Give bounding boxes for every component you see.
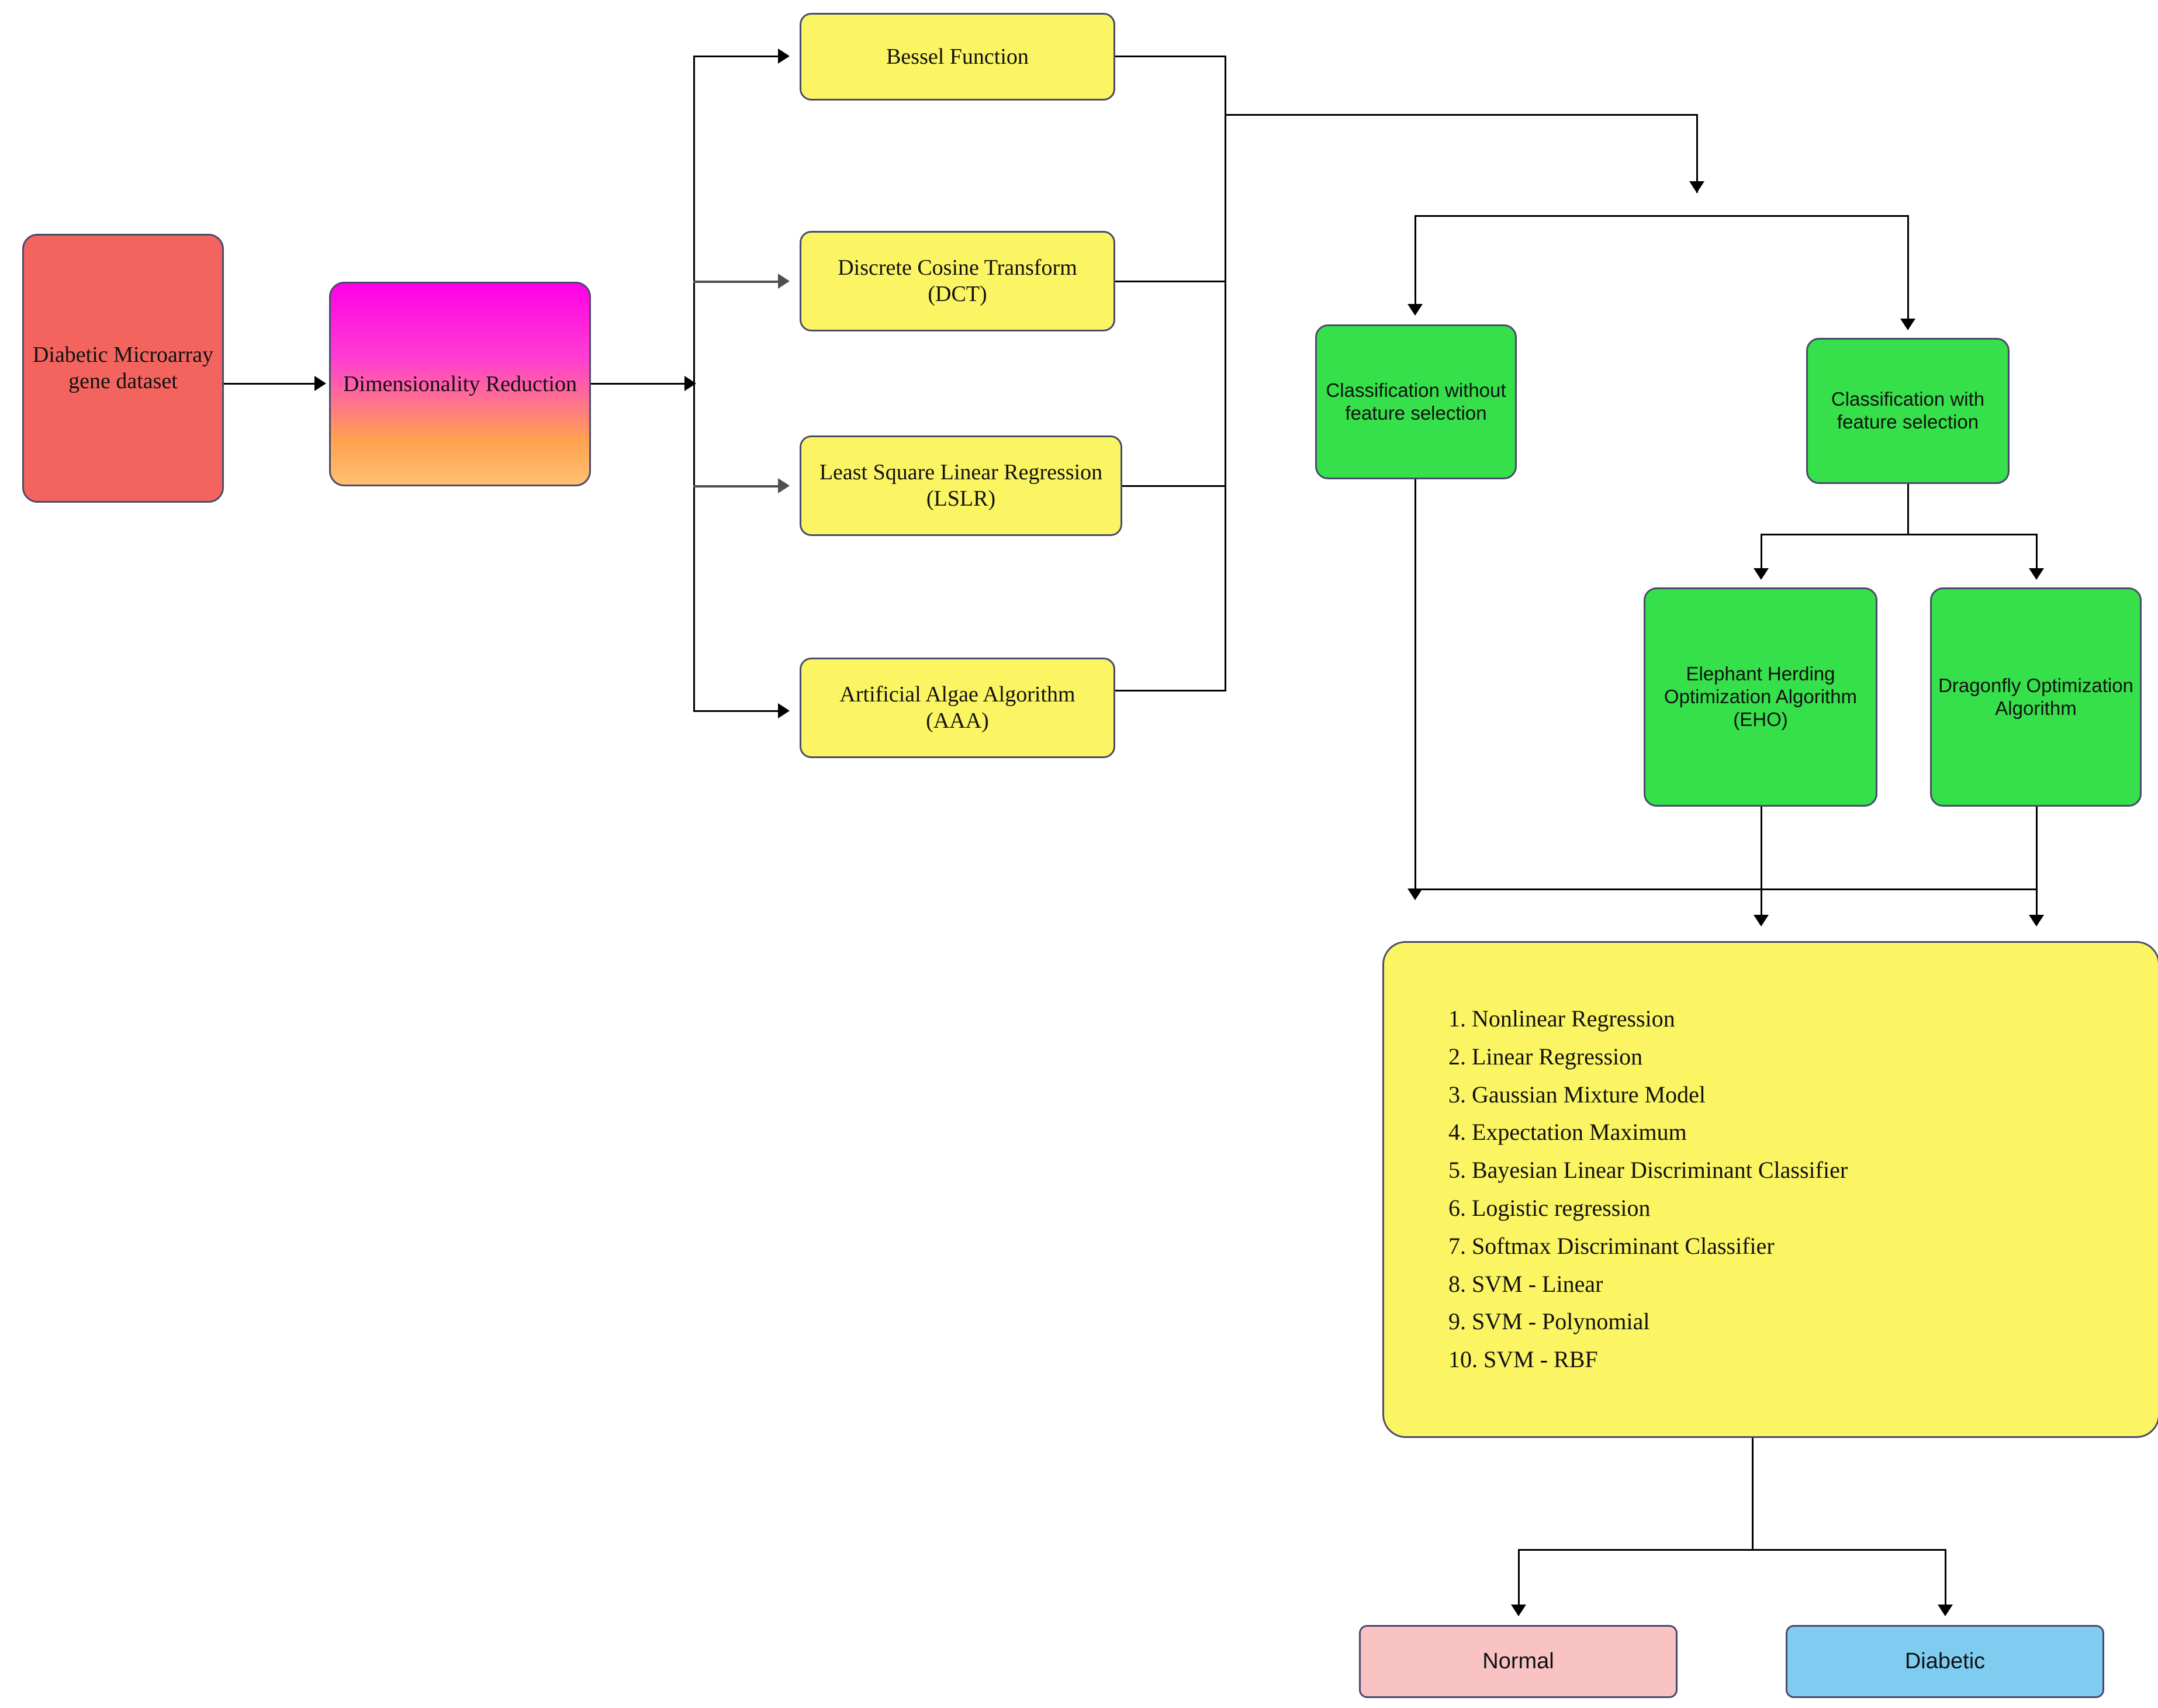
connector-lslr-right [1122, 485, 1226, 487]
node-result-diabetic-label: Diabetic [1904, 1649, 1986, 1674]
arrowhead-without-fs-to-list [1407, 888, 1423, 900]
connector-classification-split-bar [1415, 215, 1908, 217]
list-item: 9. SVM - Polynomial [1448, 1308, 1650, 1335]
connector-bus-to-aaa [693, 710, 778, 712]
node-source-dataset [22, 234, 224, 503]
node-least-square-linear-regression [800, 435, 1122, 536]
list-item: 2. Linear Regression [1448, 1043, 1643, 1070]
connector-bus-to-lslr [693, 485, 778, 487]
arrowhead-split-right [1900, 319, 1915, 330]
node-result-normal [1359, 1625, 1678, 1698]
node-discrete-cosine-transform [800, 231, 1115, 331]
node-result-diabetic [1786, 1625, 2104, 1698]
connector-source-to-dimred [224, 383, 314, 385]
connector-with-fs-drop [1907, 484, 1909, 534]
node-least-square-linear-regression-label: Least Square Linear Regression (LSLR) [819, 460, 1103, 511]
list-item: 10. SVM - RBF [1448, 1346, 1598, 1373]
arrowhead-bus-to-bessel [778, 49, 790, 64]
connector-without-fs-join [1415, 888, 2036, 890]
connector-eho-down [1761, 807, 1762, 921]
arrowhead-split-drop [1689, 181, 1704, 193]
connector-collector-to-split [1225, 114, 1698, 116]
connector-collector-bus [1225, 56, 1226, 692]
connector-dragonfly-down [2036, 807, 2038, 921]
list-item: 3. Gaussian Mixture Model [1448, 1081, 1706, 1108]
arrowhead-source-to-dimred [314, 376, 326, 391]
node-elephant-herding-optimization-label: Elephant Herding Optimization Algorithm (EHO) [1664, 663, 1858, 730]
arrowhead-to-normal [1511, 1605, 1526, 1616]
connector-split-left [1415, 215, 1416, 312]
node-dragonfly-optimization-label: Dragonfly Optimization Algorithm [1938, 674, 2133, 719]
arrowhead-bus-to-lslr [778, 478, 790, 493]
arrowhead-dragonfly-to-list [2029, 915, 2044, 926]
node-discrete-cosine-transform-label: Discrete Cosine Transform (DCT) [838, 255, 1077, 306]
node-artificial-algae-algorithm [800, 658, 1115, 758]
node-classifier-list [1382, 941, 2158, 1438]
connector-to-normal [1518, 1549, 1520, 1610]
arrowhead-fs-to-eho [1754, 568, 1769, 580]
connector-to-diabetic [1945, 1549, 1946, 1610]
connector-bessel-right [1115, 56, 1226, 57]
list-item: 6. Logistic regression [1448, 1195, 1651, 1221]
connector-dct-right [1115, 281, 1226, 282]
node-classification-without-feature-selection [1315, 324, 1517, 479]
node-classification-without-feature-selection-label: Classification without feature selection [1326, 379, 1506, 424]
arrowhead-bus-to-dct [778, 274, 790, 289]
node-dimensionality-reduction [329, 282, 591, 486]
list-item: 5. Bayesian Linear Discriminant Classifier [1448, 1157, 1848, 1184]
node-source-dataset-label: Diabetic Microarray gene dataset [32, 343, 214, 393]
list-item: 7. Softmax Discriminant Classifier [1448, 1232, 1775, 1259]
connector-without-fs-down [1415, 479, 1416, 888]
connector-bus-to-bessel [693, 56, 778, 57]
arrowhead-fs-to-dragonfly [2029, 568, 2044, 580]
node-dragonfly-optimization [1930, 587, 2142, 807]
node-elephant-herding-optimization [1644, 587, 1877, 807]
connector-results-split-bar [1518, 1549, 1945, 1551]
node-result-normal-label: Normal [1482, 1649, 1554, 1674]
connector-bus-to-dct [693, 281, 778, 283]
classifier-list [1384, 987, 2158, 1392]
connector-split-right [1907, 215, 1909, 326]
connector-aaa-right [1115, 690, 1226, 692]
node-dimensionality-reduction-label: Dimensionality Reduction [343, 371, 577, 396]
node-classification-with-feature-selection [1806, 338, 2010, 484]
list-item: 1. Nonlinear Regression [1448, 1005, 1675, 1032]
arrowhead-bus-to-aaa [778, 703, 790, 718]
node-bessel-function-label: Bessel Function [886, 44, 1029, 69]
connector-list-down [1752, 1438, 1754, 1549]
node-bessel-function [800, 13, 1115, 101]
node-artificial-algae-algorithm-label: Artificial Algae Algorithm (AAA) [839, 682, 1075, 733]
arrowhead-eho-to-list [1754, 915, 1769, 926]
arrowhead-split-left [1407, 304, 1423, 316]
connector-fs-split-bar [1761, 534, 2036, 535]
connector-dimred-to-bus [591, 383, 684, 385]
arrowhead-dimred-to-bus [684, 376, 696, 391]
arrowhead-to-diabetic [1938, 1605, 1953, 1616]
list-item: 4. Expectation Maximum [1448, 1119, 1687, 1146]
node-classification-with-feature-selection-label: Classification with feature selection [1831, 388, 1985, 433]
list-item: 8. SVM - Linear [1448, 1270, 1603, 1297]
